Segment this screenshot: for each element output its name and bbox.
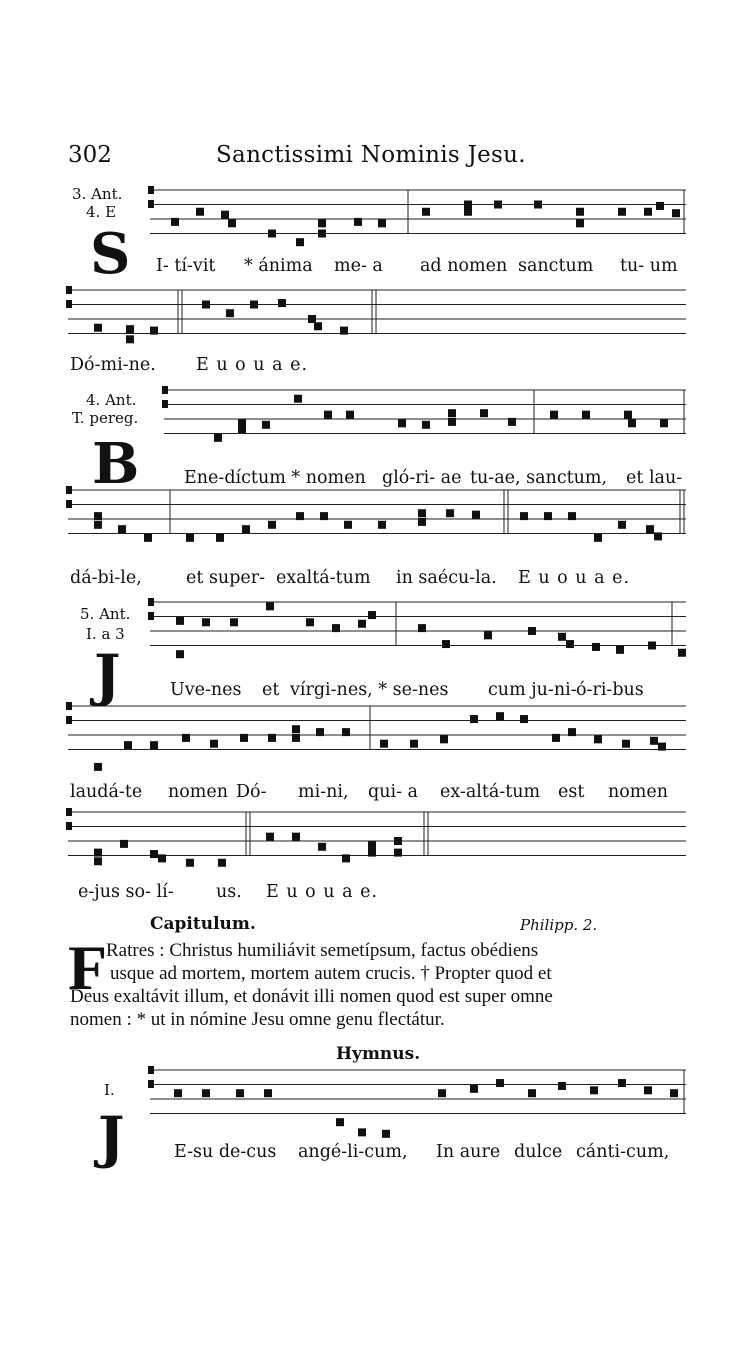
neume-note (380, 740, 388, 748)
ant4-lyric-8: in saécu-la. (396, 568, 497, 588)
neume-note (618, 208, 626, 216)
neume-note (250, 301, 258, 309)
neume-note (150, 741, 158, 749)
neume-note (594, 735, 602, 743)
ant5-lyric-7: nomen (168, 782, 229, 802)
ant5-lyric-13: nomen (608, 782, 669, 802)
neume-note (654, 532, 662, 540)
hymnus-verse-number: I. (104, 1081, 115, 1099)
ant3-lyric-3: me- a (334, 256, 383, 276)
neume-note (650, 737, 658, 745)
neume-note (394, 849, 402, 857)
neume-note (382, 1130, 390, 1138)
ant4-lyric-1: Ene-díctum * nomen (184, 468, 366, 488)
ant3-lyric-7: Dó-mi-ne. (70, 355, 156, 375)
neume-note (226, 309, 234, 317)
neume-note (544, 512, 552, 520)
neume-note (150, 850, 158, 858)
neume-note (216, 534, 224, 542)
neume-note (496, 1079, 504, 1087)
neume-note (238, 425, 246, 433)
capitulum-line-3: Deus exaltávit illum, et donávit illi nomen quod est super omne (70, 986, 553, 1007)
neume-note (292, 734, 300, 742)
neume-note (344, 521, 352, 529)
hymnus-initial: J (98, 1105, 125, 1171)
neume-note (550, 411, 558, 419)
hymnus-lyric-4: dulce (514, 1142, 563, 1162)
neume-note (171, 218, 179, 226)
neume-note (480, 409, 488, 417)
neume-note (94, 857, 102, 865)
neume-note (214, 434, 222, 442)
c-clef-gap (66, 710, 76, 716)
neume-note (292, 833, 300, 841)
ant5-initial: J (94, 643, 121, 709)
neume-note (398, 419, 406, 427)
neume-note (440, 735, 448, 743)
neume-note (202, 618, 210, 626)
neume-note (120, 840, 128, 848)
neume-note (332, 624, 340, 632)
neume-note (202, 1089, 210, 1097)
ant4-lyric-3: tu-ae, sanctum, (470, 468, 608, 488)
neume-note (210, 740, 218, 748)
neume-note (202, 301, 210, 309)
neume-note (520, 715, 528, 723)
neume-note (221, 211, 229, 219)
neume-note (264, 1089, 272, 1097)
ant5-lyric-10: qui- a (368, 782, 418, 802)
neume-note (94, 849, 102, 857)
ant3-euouae: E u o u a e. (196, 355, 309, 375)
ant3-label: 3. Ant. (72, 185, 123, 203)
neume-note (94, 763, 102, 771)
neume-note (448, 418, 456, 426)
ant3-lyric-2: * ánima (244, 256, 313, 276)
neume-note (378, 521, 386, 529)
neume-note (268, 734, 276, 742)
neume-note (296, 512, 304, 520)
ant4-lyric-5: dá-bi-le, (70, 568, 142, 588)
neume-note (568, 728, 576, 736)
hymnus-lyric-2: angé-li-cum, (298, 1142, 408, 1162)
ant5-lyric-12: est (558, 782, 585, 802)
ant3-lyric-4: ad nomen (420, 256, 508, 276)
neume-note (236, 1089, 244, 1097)
neume-note (496, 712, 504, 720)
neume-note (242, 525, 250, 533)
ant3-initial: S (90, 221, 131, 287)
neume-note (294, 395, 302, 403)
neume-note (268, 230, 276, 238)
neume-note (590, 1086, 598, 1094)
neume-note (296, 238, 304, 246)
neume-note (94, 512, 102, 520)
neume-note (484, 631, 492, 639)
c-clef-gap (66, 494, 76, 500)
neume-note (358, 620, 366, 628)
neume-note (176, 650, 184, 658)
neume-note (368, 611, 376, 619)
ant5-lyric-1: Uve-nes (170, 680, 242, 700)
neume-note (266, 833, 274, 841)
ant5-lyric-2: et (262, 680, 280, 700)
neume-note (438, 1089, 446, 1097)
neume-note (660, 419, 668, 427)
neume-note (94, 324, 102, 332)
neume-note (576, 219, 584, 227)
neume-note (464, 201, 472, 209)
neume-note (534, 201, 542, 209)
neume-note (672, 209, 680, 217)
ant4-lyric-7: exaltá-tum (276, 568, 371, 588)
neume-note (308, 315, 316, 323)
neume-note (508, 418, 516, 426)
neume-note (336, 1118, 344, 1126)
neume-note (670, 1089, 678, 1097)
ant5-lyric-11: ex-altá-tum (440, 782, 541, 802)
neume-note (644, 1086, 652, 1094)
neume-note (464, 208, 472, 216)
page-title: Sanctissimi Nominis Jesu. (216, 142, 526, 168)
neume-note (442, 640, 450, 648)
neume-note (552, 734, 560, 742)
neume-note (470, 715, 478, 723)
neume-note (314, 322, 322, 330)
neume-note (644, 208, 652, 216)
neume-note (528, 1089, 536, 1097)
neume-note (268, 521, 276, 529)
hymnus-title: Hymnus. (336, 1044, 421, 1064)
hymnus-lyric-3: In aure (436, 1142, 501, 1162)
neume-note (174, 1089, 182, 1097)
neume-note (678, 649, 686, 657)
ant5-lyric-14: e-jus so- lí- (78, 882, 174, 902)
c-clef-gap (148, 606, 158, 612)
ant4-euouae: E u o u a e. (518, 568, 631, 588)
neume-note (340, 327, 348, 335)
neume-note (186, 534, 194, 542)
neume-note (582, 411, 590, 419)
neume-note (472, 511, 480, 519)
ant4-lyric-2: gló-ri- ae (382, 468, 462, 488)
neume-note (240, 734, 248, 742)
ant5-euouae: E u o u a e. (266, 882, 379, 902)
ant3-mode: 4. E (86, 203, 117, 221)
neume-note (228, 219, 236, 227)
neume-note (230, 618, 238, 626)
neume-note (616, 646, 624, 654)
capitulum-line-4: nomen : * ut in nómine Jesu omne genu flectátur. (70, 1009, 445, 1030)
neume-note (354, 218, 362, 226)
neume-note (470, 1085, 478, 1093)
neume-note (378, 219, 386, 227)
neume-note (566, 640, 574, 648)
neume-note (266, 602, 274, 610)
neume-note (318, 843, 326, 851)
neume-note (622, 740, 630, 748)
neume-note (422, 208, 430, 216)
ant4-mode: T. pereg. (72, 409, 139, 427)
neume-note (418, 509, 426, 517)
neume-note (316, 728, 324, 736)
neume-note (618, 1079, 626, 1087)
hymnus-lyric-5: cánti-cum, (576, 1142, 670, 1162)
neume-note (422, 421, 430, 429)
neume-note (126, 335, 134, 343)
ant4-label: 4. Ant. (86, 391, 137, 409)
ant5-lyric-5: ó-ri-bus (576, 680, 644, 700)
neume-note (368, 841, 376, 849)
ant5-mode: I. a 3 (86, 625, 125, 643)
ant5-lyric-15: us. (216, 882, 242, 902)
neume-note (628, 419, 636, 427)
ant5-lyric-9: mi-ni, (298, 782, 349, 802)
neume-note (656, 202, 664, 210)
neume-note (218, 859, 226, 867)
neume-note (418, 624, 426, 632)
neume-note (646, 525, 654, 533)
neume-note (150, 327, 158, 335)
neume-note (186, 859, 194, 867)
neume-note (176, 617, 184, 625)
neume-note (292, 725, 300, 733)
neume-note (158, 854, 166, 862)
neume-note (624, 411, 632, 419)
neume-note (346, 411, 354, 419)
neume-note (592, 643, 600, 651)
neume-note (118, 525, 126, 533)
neume-note (448, 409, 456, 417)
neume-note (568, 512, 576, 520)
neume-note (418, 518, 426, 526)
neume-note (528, 627, 536, 635)
neume-note (318, 219, 326, 227)
neume-note (126, 325, 134, 333)
c-clef-gap (148, 194, 158, 200)
neume-note (394, 837, 402, 845)
neume-note (94, 521, 102, 529)
neume-note (558, 633, 566, 641)
c-clef-gap (148, 1074, 158, 1080)
neume-note (410, 740, 418, 748)
neume-note (196, 208, 204, 216)
neume-note (520, 512, 528, 520)
neume-note (446, 509, 454, 517)
capitulum-initial: F (68, 932, 108, 1003)
neume-note (594, 534, 602, 542)
capitulum-line-1: Ratres : Christus humiliávit semetípsum, factus obédiens (106, 940, 539, 961)
c-clef-gap (162, 394, 172, 400)
capitulum-reference: Philipp. 2. (520, 916, 598, 934)
neume-note (318, 230, 326, 238)
neume-note (182, 734, 190, 742)
neume-note (648, 642, 656, 650)
neume-note (558, 1082, 566, 1090)
neume-note (494, 201, 502, 209)
ant3-lyric-5: sanctum (518, 256, 594, 276)
ant5-lyric-3: vírgi-nes, * se-nes (290, 680, 449, 700)
ant4-initial: B (92, 431, 140, 497)
ant5-lyric-6: laudá-te (70, 782, 143, 802)
neume-note (324, 411, 332, 419)
ant4-lyric-4: et lau- (626, 468, 683, 488)
neume-note (358, 1128, 366, 1136)
neume-note (306, 618, 314, 626)
ant5-lyric-8: Dó- (236, 782, 267, 802)
page-number: 302 (68, 142, 112, 168)
neume-note (658, 743, 666, 751)
neume-note (278, 299, 286, 307)
ant5-label: 5. Ant. (80, 605, 131, 623)
c-clef-gap (66, 294, 76, 300)
neume-note (262, 421, 270, 429)
neume-note (342, 728, 350, 736)
capitulum-line-2: usque ad mortem, mortem autem crucis. † Propter quod et (110, 963, 552, 984)
hymnus-lyric-1: E-su de-cus (174, 1142, 277, 1162)
capitulum-title: Capitulum. (150, 914, 256, 934)
ant3-lyric-1: I- tí-vit (156, 256, 216, 276)
neume-note (576, 208, 584, 216)
neume-note (320, 512, 328, 520)
ant5-lyric-4: cum ju-ni- (488, 680, 577, 700)
neume-note (342, 854, 350, 862)
ant4-lyric-6: et super- (186, 568, 266, 588)
neume-note (144, 534, 152, 542)
ant3-lyric-6: tu- um (620, 256, 678, 276)
neume-note (368, 849, 376, 857)
c-clef-gap (66, 816, 76, 822)
neume-note (618, 521, 626, 529)
neume-note (124, 741, 132, 749)
